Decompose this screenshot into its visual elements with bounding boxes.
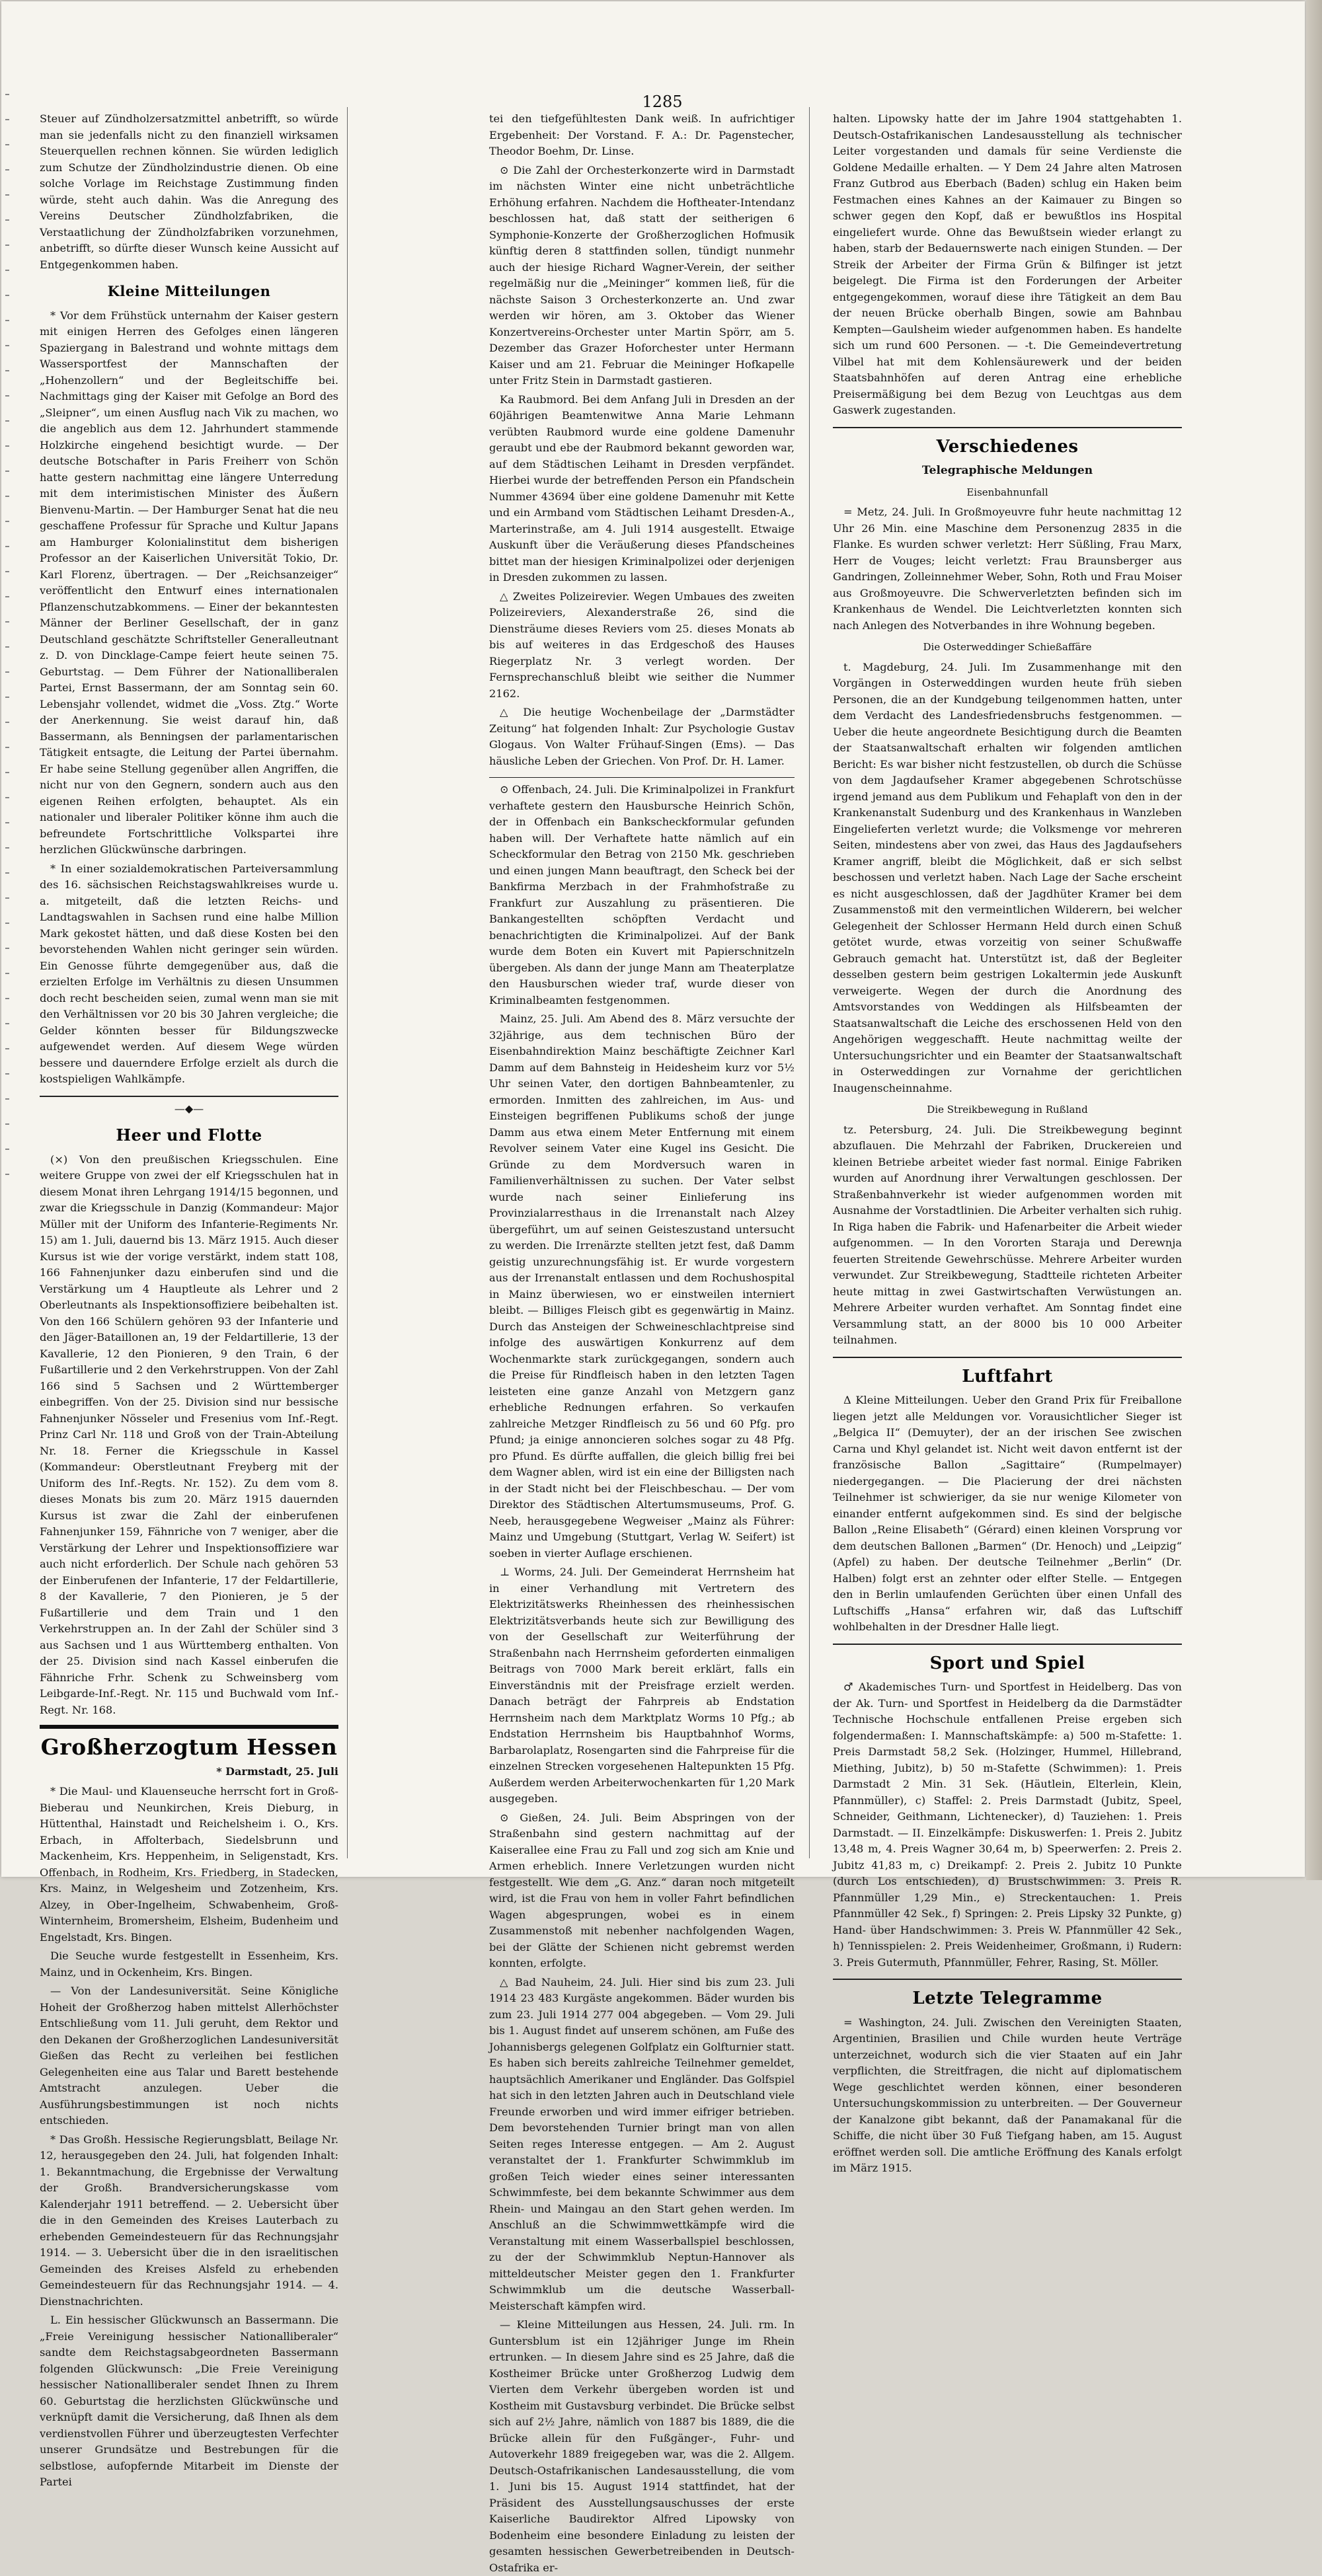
section-rule [489,777,795,778]
osterweddingen-heading: Die Osterweddinger Schießaffäre [923,641,1092,653]
magdeburg-paragraph: t. Magdeburg, 24. Juli. Im Zusammenhange mit den Vorgängen in Osterweddingen wurden heute früh sieben Personen, die an der Kundgebung teilgenommen hatten, unter dem Verdacht des Landesfriedensbruchs festgenommen. — Ueber die heute angeordnete Besichtigung durch die Beamten der Staatsanwaltschaft erhalten wir folgenden amtlichen Bericht: Es war bisher nicht festzustellen, ob durch die Schüsse von dem Jagdaufseher Kramer abgegebenen Schrotschüsse irgend jemand aus dem Publikum und Fehaplaft von den in der Krankenanstalt Sudenburg und des Krankenhaus in Wanzleben Eingelieferten verletzt wurde; die Volksmenge vor mehreren Seiten, mindestens aber von zwei, das Haus des Jagdaufsehers Kramer angriff, bleibt die Möglichkeit, daß er sich selbst beschossen und verletzt haben. Nach Lage der Sache erscheint es nicht ausgeschlossen, daß der Jagdhüter Kramer bei dem Zusammenstoß mit den vermeintlichen Wilderern, bei welcher Gelegenheit der Schlosser Hermann Held durch einen Schuß getötet wurde, etwas vorzeitig von seiner Schußwaffe Gebrauch gemacht hat. Unterstützt ist, daß der Begleiter desselben gestern beim gestrigen Lokaltermin jede Auskunft verweigerte. Wegen der durch die Anordnung des Amtsvorstandes von Weddingen als Hilfsbeamten der Staatsanwaltschaft die Leiche des erschossenen Held von den Angehörigen weggeschafft. Heute nachmittag weilte der Untersuchungsrichter und ein Beamter der Staatsanwaltschaft in Osterweddingen zur Vornahme der gerichtlichen Inaugenscheinnahme. [833,660,1182,1094]
section-rule [833,1357,1182,1358]
column-2-paragraph: △ Die heutige Wochenbeilage der „Darmstädter Zeitung“ hat folgenden Inhalt: Zur Psychologie Gustav Glogaus. Von Walter Frühauf-Singen (Ems). — Das häusliche Leben der Griechen. Von Prof. Dr. H. Lamer. [489,706,795,767]
column-2-paragraph: tei den tiefgefühltesten Dank weiß. In aufrichtiger Ergebenheit: Der Vorstand. F. A.: Dr. Pagenstecher, Theodor Boehm, Dr. Linse. [489,112,795,157]
washington-paragraph: = Washington, 24. Juli. Zwischen den Vereinigten Staaten, Argentinien, Brasilien und Chile wurden heute Verträge unterzeichnet, wodurch sich die vier Staaten auf ein Jahr verpflichten, die Streitfragen, die nicht auf diplomatischem Wege geschlichtet werden können, einer besonderen Untersuchungskommission zu unterbreiten. — Der Gouverneur der Kanalzone gibt bekannt, daß der Panamakanal für die Schiffe, die nicht über 30 Fuß Tiefgang haben, am 15. August eröffnet werden soll. Die amtliche Eröffnung des Kanals erfolgt im März 1915. [833,2016,1182,2174]
hessen-paragraph: Die Seuche wurde festgestellt in Essenheim, Krs. Mainz, und in Ockenheim, Krs. Bingen. [40,1950,338,1979]
column-2-paragraph: △ Zweites Polizeirevier. Wegen Umbaues des zweiten Polizeireviers, Alexanderstraße 26, sind die Diensträume dieses Reviers vom 25. dieses Monats ab bis auf weiteres in das Erdgeschoß des Hauses Riegerplatz Nr. 3 verlegt worden. Der Fernsprechanschluß bleibt wie seither die Nummer 2162. [489,589,795,700]
column-2 [489,111,795,2574]
streikbewegung-heading: Die Streikbewegung in Rußland [927,1104,1088,1116]
petersburg-paragraph: tz. Petersburg, 24. Juli. Die Streikbewegung beginnt abzuflauen. Die Mehrzahl der Fabriken, Druckereien und kleinen Betriebe arbeitet wieder fast normal. Einige Fabriken wurden auf Anordnung ihrer Verwaltungen geschlossen. Der Straßenbahnverkehr ist wieder aufgenommen worden mit Ausnahme der Vorstadtlinien. Die Arbeiter verhalten sich ruhig. In Riga haben die Fabrik- und Hafenarbeiter die Arbeit wieder aufgenommen. — In den Vororten Staraja und Derewnja feuerten Streitende Gewehrschüsse. Mehrere Arbeiter wurden verwundet. Zur Streikbewegung, Stadtteile richteten Arbeiter heute mittag in zwei Gastwirtschaften Verwüstungen an. Mehrere Arbeiter wurden verhaftet. Am Sonntag findet eine Versammlung statt, an der 8000 bis 10 000 Arbeiter teilnahmen. [833,1123,1182,1346]
hessen-paragraph: — Von der Landesuniversität. Seine Königliche Hoheit der Großherzog haben mittelst Allerhöchster Entschließung vom 11. Juli geruht, dem Rektor und den Dekanen der Großherzoglichen Landesuniversität Gießen das Recht zu verleihen bei festlichen Gelegenheiten eine aus Talar und Barett bestehende Amtstracht anzulegen. Ueber die Ausführungsbestimmungen ist noch nichts entschieden. [40,1985,338,2127]
hessen-paragraph: * Das Großh. Hessische Regierungsblatt, Beilage Nr. 12, herausgegeben den 24. Juli, hat folgenden Inhalt: 1. Bekanntmachung, die Ergebnisse der Verwaltung der Großh. Brandversicherungskasse vom Kalenderjahr 1911 betreffend. — 2. Uebersicht über die in den Gemeinden des Kreises Lauterbach zu erhebenden Gemeindesteuern für das Rechnungsjahr 1914. — 3. Uebersicht über die in den israelitischen Gemeinden des Kreises Alsfeld zu erhebenden Gemeindesteuern für das Rechnungsjahr 1914. — 4. Dienstnachrichten. [40,2133,338,2308]
column-rule-1 [347,107,348,1858]
column-2-paragraph: ⊙ Die Zahl der Orchesterkonzerte wird in Darmstadt im nächsten Winter eine nicht unbeträchtliche Erhöhung erfahren. Nachdem die Hoftheater-Intendanz beschlossen hat, daß statt der seitherigen 6 Symphonie-Konzerte der Großherzoglichen Hofmusik künftig deren 8 stattfinden sollen, tündigt nunmehr auch der hiesige Richard Wagner-Verein, der seither regelmäßig nur die „Meininger“ kommen ließ, für die nächste Saison 3 Orchesterkonzerte an. Und zwar werden wir hören, am 3. Oktober das Wiener Konzertvereins-Orchester unter Martin Spörr, am 5. Dezember das Grazer Hoforchester unter Hermann Kaiser und am 21. Februar die Meininger Hofkapelle unter Fritz Stein in Darmstadt gastieren. [489,163,795,387]
sport-paragraph: ♂ Akademisches Turn- und Sportfest in Heidelberg. Das von der Ak. Turn- und Sportfest in Heidelberg da die Darmstädter Technische Hochschule entfallenen Preise ergeben sich folgendermaßen: I. Mannschaftskämpfe: a) 500 m-Stafette: 1. Preis Darmstadt 58,2 Sek. (Holzinger, Hummel, Hillebrand, Miething, Jubitz), b) 50 m-Stafette (Schwimmen): 1. Preis Darmstadt 2 Min. 31 Sek. (Häutlein, Elterlein, Klein, Pfannmüller), c) Staffel: 2. Preis Darmstadt (Jubitz, Speel, Schneider, Geithmann, Lichtenecker), d) Tauziehen: 1. Preis Darmstadt. — II. Einzelkämpfe: Diskuswerfen: 1. Preis 2. Jubitz 13,48 m, 4. Preis Wagner 30,64 m, b) Speerwerfen: 2. Preis 2. Jubitz 41,83 m, c) Dreikampf: 2. Preis 2. Jubitz 10 Punkte (durch Los entschieden), d) Brustschwimmen: 3. Preis R. Pfannmüller 1,29 Min., e) Streckentauchen: 1. Preis Pfannmüller 42 Sek., f) Springen: 2. Preis Lipsky 32 Punkte, g) Hand- über Handschwimmen: 3. Preis W. Pfannmüller 42 Sek., h) Tennisspielen: 2. Preis Weidenheimer, Großmann, i) Rudern: 3. Preis Gutermuth, Pfannmüller, Fehrer, Rasing, St. Möller. [833,1681,1182,1969]
binding-marks [5,94,12,1217]
hessen-dateline: * Darmstadt, 25. Juli [216,1764,338,1778]
luftfahrt-heading: Luftfahrt [962,1366,1053,1386]
sport-und-spiel-heading: Sport und Spiel [929,1653,1085,1673]
hessen-paragraph: L. Ein hessischer Glückwunsch an Bassermann. Die „Freie Vereinigung hessischer Nationalliberaler“ sandte dem Reichstagsabgeordneten Bassermann folgenden Glückwunsch: „Die Freie Vereinigung hessischer Nationalliberaler sendet Ihnen zu Ihrem 60. Geburtstag die herzlichsten Glückwünsche und verknüpft damit die Versicherung, daß Ihnen als dem verdienstvollen Führer und überzeugtesten Verfechter unserer Grundsätze und Bestrebungen für die selbstlose, aufopfernde Mitarbeit im Dienste der Partei [40,2314,338,2488]
letzte-telegramme-heading: Letzte Telegramme [912,1989,1103,2008]
column-rule-2 [809,107,810,1858]
section-rule [833,427,1182,428]
verschiedenes-heading: Verschiedenes [936,436,1079,457]
column-1-intro: Steuer auf Zündholzersatzmittel anbetrifft, so würde man sie jedenfalls nicht zu den finanziell wirksamen Steuerquellen rechnen können. Sie würden lediglich zum Schutze der Zündholzindustrie dienen. Ob eine solche Vorlage im Reichstage Zustimmung finden würde, steht auch dahin. Was die Anregung des Vereins Deutscher Zündholzfabriken, die Verstaatlichung der Zündholzfabriken vorzunehmen, anbetrifft, so dürfte dieser Wunsch keine Aussicht auf Entgegenkommen haben. [40,112,338,271]
kleine-mitteilungen-heading: Kleine Mitteilungen [107,283,271,299]
section-rule [833,1644,1182,1645]
scan-edge-strip [1306,0,1322,1880]
column-3 [833,111,1182,2174]
eisenbahnunfall-heading: Eisenbahnunfall [966,486,1048,498]
column-2-paragraph: ⊥ Worms, 24. Juli. Der Gemeinderat Herrnsheim hat in einer Verhandlung mit Vertretern des Elektrizitätswerks Rheinhessen des rheinhessischen Elektrizitätsverbands heute sich zur Bewilligung des von der Gesellschaft zur Weiterführung der Straßenbahn nach Herrnsheim geforderten einmaligen Beitrags von 7000 Mark bereit erklärt, falls ein Einverständnis mit der Preisfrage erzielt werden. Danach beträgt der Fahrpreis ab Endstation Herrnsheim nach dem Marktplatz Worms 10 Pfg.; ab Endstation Herrnsheim bis Hauptbahnhof Worms, Barbarolaplatz, Rosengarten sind die Fahrpreise für die einzelnen Strecken vorgesehenen Haltepunkten 15 Pfg. Außerdem werden Arbeiterwochenkarten für 1,20 Mark ausgegeben. [489,1566,795,1805]
heer-paragraph: (×) Von den preußischen Kriegsschulen. Eine weitere Gruppe von zwei der elf Kriegsschulen hat in diesem Monat ihren Lehrgang 1914/15 begonnen, und zwar die Kriegsschule in Danzig (Kommandeur: Major Müller mit der Uniform des Infanterie-Regiments Nr. 15) am 1. Juli, dauernd bis 13. März 1915. Auch dieser Kursus ist wie der vorige verstärkt, indem statt 108, 166 Fahnenjunker dazu einberufen sind und die Verstärkung um 4 Hauptleute als Lehrer und 2 Oberleutnants als Inspektionsoffiziere beibehalten ist. Von den 166 Schülern gehören 93 der Infanterie und den Jäger-Bataillonen an, 19 der Feldartillerie, 13 der Kavallerie, 12 den Pionieren, 9 den Train, 6 der Fußartillerie und 2 den Verkehrstruppen. Von der Zahl 166 sind 5 Sachsen und 2 Württemberger einbegriffen. Von der 25. Division sind nur bessische Fahnenjunker Nösseler und Fresenius vom Inf.-Regt. Prinz Carl Nr. 118 und Groß von der Train-Abteilung Nr. 18. Ferner die Kriegsschule in Kassel (Kommandeur: Oberstleutnant Freyberg mit der Uniform des Inf.-Regts. Nr. 152). Zu dem vom 8. dieses Monats bis zum 20. März 1915 dauernden Kursus ist zwar die Zahl der einberufenen Fahnenjunker 159, Fähnriche von 7 weniger, aber die Verstärkung der Lehrer und Inspektionsoffiziere war auch nicht erforderlich. Der Schule nach gehören 53 der Einberufenen der Infanterie, 17 der Feldartillerie, 8 der Kavallerie, 7 den Pionieren, je 5 der Fußartillerie und dem Train und 1 den Verkehrstruppen an. In der Zahl der Schüler sind 3 aus Sachsen und 1 aus Württemberg enthalten. Von der 25. Division sind nach Kassel einberufen die Fähnriche Frhr. Schenk zu Schweinsberg vom Leibgarde-Inf.-Regt. Nr. 115 und Buchwald vom Inf.-Regt. Nr. 168. [40,1153,338,1716]
heer-und-flotte-heading: Heer und Flotte [116,1125,262,1145]
kleine-paragraph: * Vor dem Frühstück unternahm der Kaiser gestern mit einigen Herren des Gefolges einen längeren Spaziergang in Balestrand und wohnte mittags dem Wassersportfest der Mannschaften der „Hohenzollern“ und der Begleitschiffe bei. Nachmittags ging der Kaiser mit Gefolge an Bord des „Sleipner“, um einen Ausflug nach Vik zu machen, wo die angeblich aus dem 12. Jahrhundert stammende Holzkirche eingehend besichtigt wurde. — Der deutsche Botschafter in Paris Freiherr von Schön hatte gestern nachmittag eine längere Unterredung mit dem interimistischen Minister des Äußern Bienvenu-Martin. — Der Hamburger Senat hat die neu geschaffene Professur für Sprache und Kultur Japans am Hamburger Kolonialinstitut dem bisherigen Professor an der Kaiserlichen Universität Tokio, Dr. Karl Florenz, übertragen. — Der „Reichsanzeiger“ veröffentlicht den Entwurf eines internationalen Pflanzenschutzabkommens. — Einer der bekanntesten Männer der Berliner Gesellschaft, der in ganz Deutschland geschätzte Schriftsteller Generalleutnant z. D. von Dincklage-Campe feiert heute seinen 75. Geburtstag. — Dem Führer der Nationalliberalen Partei, Ernst Bassermann, der am Sonntag sein 60. Lebensjahr vollendet, widmet die „Voss. Ztg.“ Worte der Anerkennung. Sie weist darauf hin, daß Bassermann, als Benningsen der parlamentarischen Tätigkeit entsagte, die Leitung der Partei übernahm. Er habe seine Stellung gegenüber allen Angriffen, die nicht nur von den Gegnern, sondern auch aus den eigenen Reihen erfolgten, behauptet. Als ein nationaler und liberaler Politiker könne ihm auch die befreundete Fortschrittliche Volkspartei ihre herzlichen Glückwünsche darbringen. [40,309,338,856]
diamond-ornament-icon: —◆— [174,1102,204,1115]
page-number: 1285 [642,93,683,111]
section-black-bar [40,1725,338,1729]
luftfahrt-paragraph: Δ Kleine Mitteilungen. Ueber den Grand Prix für Freiballone liegen jetzt alle Meldungen vor. Vorausichtlicher Sieger ist „Belgica II“ (Demuyter), der an der irischen See zwischen Carna und Khyl gelandet ist. Nicht weit davon entfernt ist der französische Ballon „Sagittaire“ (Rumpelmayer) niedergegangen. — Die Placierung der drei nächsten Teilnehmer ist schwieriger, da sie nur wenige Kilometer von einander entfernt aufgekommen sind. Es sind der belgische Ballon „Reine Elisabeth“ (Gérard) einen kleinen Vorsprung vor dem deutschen Ballonen „Barmen“ (Dr. Henoch) und „Leipzig“ (Apfel) zu haben. Der deutsche Teilnehmer „Berlin“ (Dr. Halben) folgt erst an zehnter oder elfter Stelle. — Entgegen den in Berlin umlaufenden Gerüchten über einen Unfall des Luftschiffs „Hansa“ erfahren wir, daß das Luftschiff wohlbehalten in der Dresdner Halle liegt. [833,1394,1182,1633]
column-2-paragraph: Mainz, 25. Juli. Am Abend des 8. März versuchte der 32jährige, aus dem technischen Büro der Eisenbahndirektion Mainz beschäftigte Zeichner Karl Damm auf dem Bahnsteig in Heidesheim kurz vor 5½ Uhr seinen Vater, den dortigen Bahnbeamtenler, zu ermorden. Inmitten des zahlreichen, im Aus- und Einsteigen begriffenen Publikums schoß der junge Damm aus etwa einem Meter Entfernung mit einem Revolver seinem Vater eine Kugel ins Gesicht. Die Gründe zu dem Mordversuch waren in Familienverhältnissen zu suchen. Der Vater selbst wurde nach seiner Einlieferung ins Provinzialarresthaus in die Irrenanstalt nach Alzey übergeführt, um auf seinen Geisteszustand untersucht zu werden. Die Irrenärzte stellten jetzt fest, daß Damm geistig unzurechnungsfähig ist. Er wurde vorgestern aus der Irrenanstalt entlassen und dem Rochushospital in Mainz überwiesen, wo er einstweilen interniert bleibt. — Billiges Fleisch gibt es gegenwärtig in Mainz. Durch das Ansteigen der Schweineschlachtpreise sind infolge des auswärtigen Konkurrenz auf dem Wochenmarkte stark zurückgegangen, sondern auch die Preise für Rindfleisch haben in den letzten Tagen leisteten eine ganze Anzahl von Metzgern ganz erhebliche Rednungen erfahren. So verkaufen zahlreiche Metzger Rindfleisch zu 56 und 60 Pfg. pro Pfund; ja einige annoncieren solches sogar zu 48 Pfg. pro Pfund. Es dürfte auffallen, die gleich billig frei bei dem Wagner ablen, wird ist ein eine der Billigsten nach in der Stadt nicht bei der Fleischbeschau. — Der vom Direktor des Städtischen Altertumsmuseums, Prof. G. Neeb, herausgegebene Wegweiser „Mainz als Führer: Mainz und Umgebung (Stuttgart, Verlag W. Seifert) ist soeben in vierter Auflage erschienen. [489,1012,795,1560]
newspaper-page [1,1,1305,2574]
telegraphische-meldungen-heading: Telegraphische Meldungen [921,464,1093,477]
kleine-paragraph: * In einer sozialdemokratischen Parteiversammlung des 16. sächsischen Reichstagswahlkreises wurde u. a. mitgeteilt, daß die letzten Reichs- und Landtagswahlen in Sachsen rund eine halbe Million Mark gekostet hätten, und daß diese Kosten bei den bevorstehenden Wahlen nicht geringer sein würden. Ein Genosse führte demgegenüber aus, daß die erzielten Erfolge im Verhältnis zu diesen Unsummen doch recht bescheiden seien, zumal wenn man sie mit den Verhältnissen vor 20 bis 30 Jahren vergleiche; die Gelder könnten besser für Bildungszwecke aufgewendet werden. Auf diesem Wege würden bessere und dauerndere Erfolge erzielt als durch die kostspieligen Wahlkämpfe. [40,862,338,1085]
column-2-paragraph: ⊙ Gießen, 24. Juli. Beim Abspringen von der Straßenbahn sind gestern nachmittag auf der Kaiserallee eine Frau zu Fall und zog sich am Knie und Armen erheblich. Innere Verletzungen wurden nicht festgestellt. Wie dem „G. Anz.“ daran noch mitgeteilt wird, ist die Frau von hem in voller Fahrt befindlichen Wagen abgesprungen, wobei es in einem Zusammenstoß mit nebenher nachfolgenden Wagen, bei der Glätte der Schienen nicht gebremst werden konnten, erfolgte. [489,1811,795,1969]
section-rule [40,1096,338,1097]
column-2-paragraph: — Kleine Mitteilungen aus Hessen, 24. Juli. rm. In Guntersblum ist ein 12jähriger Junge im Rhein ertrunken. — In diesem Jahre sind es 25 Jahre, daß die Kostheimer Brücke unter Großherzog Ludwig dem Vierten dem Verkehr übergeben worden ist und Kostheim mit Gustavsburg verbindet. Die Brücke selbst sich auf 2½ Jahre, nämlich von 1887 bis 1889, die die Brücke allein für den Fußgänger-, Fuhr- und Autoverkehr 1889 freigegeben war, was die 2. Allgem. Deutsch-Ostafrikanischen Landesausstellung, die vom 1. Juni bis 15. August 1914 stattfindet, hat der Präsident des Ausstellungsauschusses der erste Kaiserliche Baudirektor Alfred Lipowsky von Bodenheim eine besondere Einladung zu leisten der gesamten hessischen Gewerbetreibenden in Deutsch-Ostafrika er- [489,2318,795,2574]
column-2-paragraph: ⊙ Offenbach, 24. Juli. Die Kriminalpolizei in Frankfurt verhaftete gestern den Hausbursche Heinrich Schön, der in Offenbach ein Bankscheckformular gefunden haben will. Der Verhaftete hatte nämlich auf ein Scheckformular den Betrag von 2150 Mk. geschrieben und einen jungen Mann beauftragt, den Scheck bei der Bankfirma Merzbach in der Frahmhofstraße zu Frankfurt zur Auszahlung zu präsentieren. Die Bankangestellten schöpften Verdacht und benachrichtigten die Kriminalpolizei. Auf der Bank wurde dem Boten ein Kuvert mit Papierschnitzeln übergeben. Als dann der junge Mann am Theaterplatze den Hausburschen wieder traf, wurde dieser von Kriminalbeamten festgenommen. [489,783,795,1006]
column-3-intro: halten. Lipowsky hatte der im Jahre 1904 stattgehabten 1. Deutsch-Ostafrikanischen Landesausstellung als technischer Leiter vorgestanden und damals für seine Verdienste die Goldene Medaille erhalten. — Y Dem 24 Jahre alten Matrosen Franz Gutbrod aus Eberbach (Baden) schlug ein Haken beim Festmachen eines Kahnes an der Kaimauer zu Bingen so schwer gegen den Kopf, daß er bewußtlos ins Hospital eingeliefert wurde. Ohne das Bewußtsein wieder erlangt zu haben, starb der Bedauernswerte nach einigen Stunden. — Der Streik der Arbeiter der Firma Grün & Bilfinger ist jetzt beigelegt. Die Firma ist den Forderungen der Arbeiter entgegengekommen, worauf diese ihre Tätigkeit an dem Bau der neuen Brücke oberhalb Bingen, sowie am Bahnbau Kempten—Gaulsheim wieder aufgenommen haben. Es handelte sich um rund 600 Personen. — -t. Die Gemeindevertretung Vilbel hat mit dem Kohlensäurewerk und der beiden Staatsbahnhöfen auf deren Antrag eine erhebliche Preisermäßigung bei dem Bezug von Leuchtgas aus dem Gaswerk zugestanden. [833,112,1182,416]
column-2-paragraph: Ka Raubmord. Bei dem Anfang Juli in Dresden an der 60jährigen Beamtenwitwe Anna Marie Lehmann verübten Raubmord wurde eine goldene Damenuhr geraubt und ebe der Raubmord bekannt geworden war, auf dem Städtischen Leihamt in Dresden verpfändet. Hierbei wurde der betreffenden Person ein Pfandschein Nummer 43694 über eine goldene Damenuhr mit Kette und ein Armband vom Städtischen Leihamt Dresden-A., Marterinstraße, am 4. Juli 1914 ausgestellt. Etwaige Auskunft über die Veräußerung dieses Pfandscheines bittet man der hiesigen Kriminalpolizei oder derjenigen in Dresden zukommen zu lassen. [489,393,795,584]
column-1 [40,111,338,2488]
grossherzogtum-hessen-heading: Großherzogtum Hessen [40,1734,338,1760]
hessen-paragraph: * Die Maul- und Klauenseuche herrscht fort in Groß-Bieberau und Neunkirchen, Kreis Dieburg, in Hüttenthal, Hainstadt und Reichelsheim i. O., Krs. Erbach, in Affolterbach, Siedelsbrunn und Mackenheim, Krs. Heppenheim, in Seligenstadt, Krs. Offenbach, in Rodheim, Krs. Friedberg, in Stadecken, Krs. Mainz, in Welgesheim und Zotzenheim, Krs. Alzey, in Ober-Ingelheim, Schwabenheim, Groß-Winternheim, Bromersheim, Elsheim, Budenheim und Engelstadt, Krs. Bingen. [40,1785,338,1944]
column-2-paragraph: △ Bad Nauheim, 24. Juli. Hier sind bis zum 23. Juli 1914 23 483 Kurgäste angekommen. Bäder wurden bis zum 23. Juli 1914 277 004 abgegeben. — Vom 29. Juli bis 1. August findet auf unserem schönen, am Fuße des Johannisbergs gelegenen Golfplatz ein Golfturnier statt. Es haben sich bereits zahlreiche Teilnehmer gemeldet, hauptsächlich Amerikaner und Engländer. Das Golfspiel hat sich in den letzten Jahren auch in Deutschland viele Freunde erworben und wird immer eifriger betrieben. Dem bevorstehenden Turnier bringt man von allen Seiten reges Interesse entgegen. — Am 2. August veranstaltet der 1. Frankfurter Schwimmklub im großen Teich wieder eines seiner interessanten Schwimmfeste, bei dem bekannte Schwimmer aus dem Rhein- und Maingau an den Start gehen werden. Im Anschluß an die Schwimmwettkämpfe wird die Veranstaltung mit einem Wasserballspiel beschlossen, zu der der Schwimmklub Neptun-Hannover als mitteldeutscher Meister gegen den 1. Frankfurter Schwimmklub um die deutsche Wasserball-Meisterschaft kämpfen wird. [489,1975,795,2312]
metz-paragraph: = Metz, 24. Juli. In Großmoyeuvre fuhr heute nachmittag 12 Uhr 26 Min. eine Maschine dem Personenzug 2835 in die Flanke. Es wurden schwer verletzt: Herr Süßling, Frau Marx, Herr de Vouges; leicht verletzt: Frau Braunsberger aus Gandringen, Zolleinnehmer Weber, Sohn, Roth und Frau Moiser aus Großmoyeuvre. Die Schwerverletzten befinden sich im Krankenhaus de Wendel. Die Leichtverletzten konnten sich nach Anlegen des Notverbandes in ihre Wohnung begeben. [833,506,1182,632]
section-rule [833,1979,1182,1980]
